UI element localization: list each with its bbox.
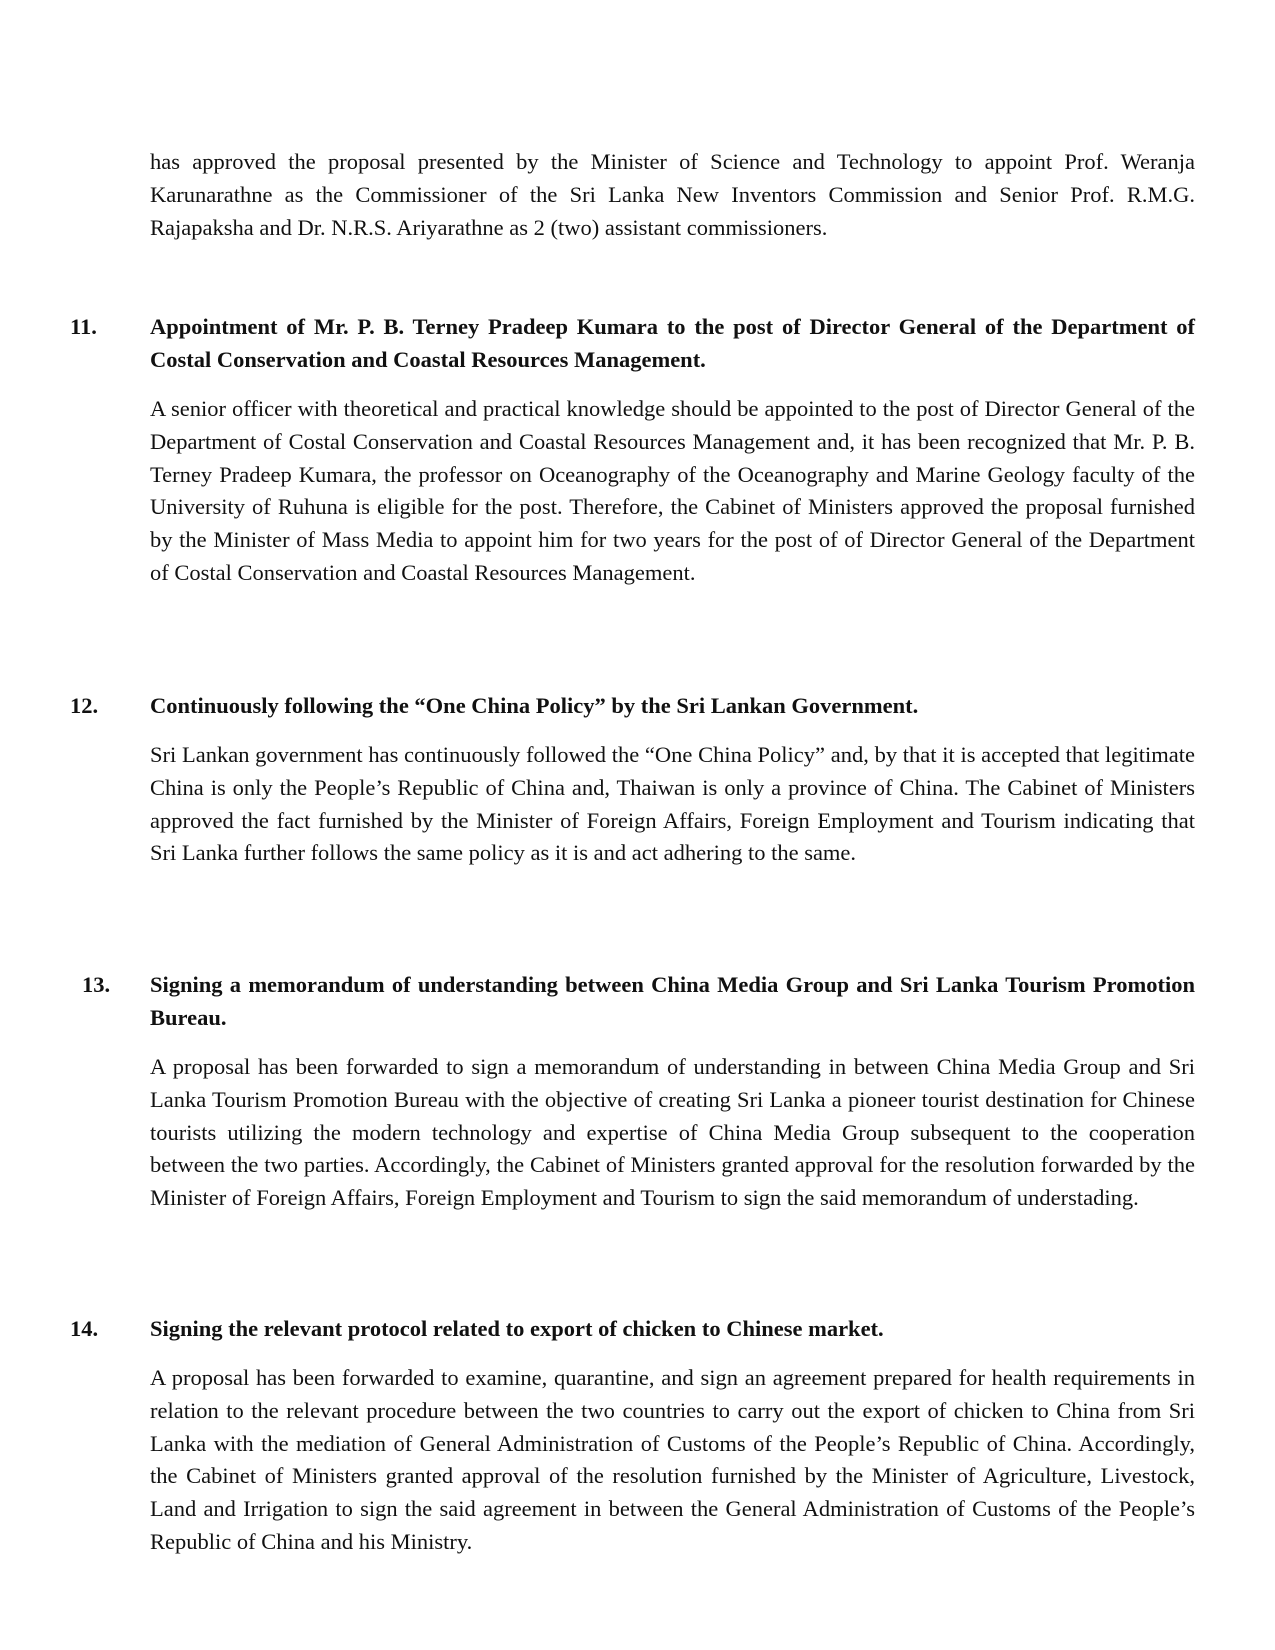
item-body: A senior officer with theoretical and practical knowledge should be appointed to the post of Director General of the Department of Costal Conservation and Coastal Resources Management and, it has been recognized that Mr. P. B. Terney Pradeep Kumara, the professor on Oceanography of the Oceanography and Marine Geology faculty of the University of Ruhuna is eligible for the post. Therefore, the Cabinet of Ministers approved the proposal furnished by the Minister of Mass Media to appoint him for two years for the post of of Director General of the Department of Costal Conservation and Coastal Resources Management.	[150, 396, 1195, 585]
item-heading: Continuously following the “One China Policy” by the Sri Lankan Government.	[150, 693, 919, 718]
item-body: Sri Lankan government has continuously followed the “One China Policy” and, by that it is accepted that legitimate China is only the People’s Republic of China and, Thaiwan is only a province of China. The Cabinet of Ministers approved the fact furnished by the Minister of Foreign Affairs, Foreign Employment and Tourism indicating that Sri Lanka further follows the same policy as it is and act adhering to the same.	[150, 742, 1195, 866]
intro-paragraph: has approved the proposal presented by the Minister of Science and Technology to appoint Prof. Weranja Karunarathne as the Commissioner of the Sri Lanka New Inventors Commission and Senior Prof. R.M.G. Rajapaksha and Dr. N.R.S. Ariyarathne as 2 (two) assistant commissioners.	[150, 149, 1195, 240]
item-number: 11.	[70, 314, 97, 339]
item-heading: Appointment of Mr. P. B. Terney Pradeep Kumara to the post of Director General of the Department of Costal Conservation and Coastal Resources Management.	[150, 314, 1195, 372]
item-number: 12.	[70, 693, 99, 718]
item-body: A proposal has been forwarded to examine, quarantine, and sign an agreement prepared for health requirements in relation to the relevant procedure between the two countries to carry out the export of chicken to China from Sri Lanka with the mediation of General Administration of Customs of the People’s Republic of China. Accordingly, the Cabinet of Ministers granted approval of the resolution furnished by the Minister of Agriculture, Livestock, Land and Irrigation to sign the said agreement in between the General Administration of Customs of the People’s Republic of China and his Ministry.	[150, 1365, 1195, 1554]
item-number: 14.	[70, 1316, 99, 1341]
item-heading: Signing the relevant protocol related to export of chicken to Chinese market.	[150, 1316, 884, 1341]
item-heading: Signing a memorandum of understanding between China Media Group and Sri Lanka Tourism Promotion Bureau.	[150, 972, 1195, 1030]
item-number: 13.	[82, 972, 111, 997]
item-body: A proposal has been forwarded to sign a memorandum of understanding in between China Media Group and Sri Lanka Tourism Promotion Bureau with the objective of creating Sri Lanka a pioneer tourist destination for Chinese tourists utilizing the modern technology and expertise of China Media Group subsequent to the cooperation between the two parties. Accordingly, the Cabinet of Ministers granted approval for the resolution forwarded by the Minister of Foreign Affairs, Foreign Employment and Tourism to sign the said memorandum of understading.	[150, 1054, 1195, 1211]
